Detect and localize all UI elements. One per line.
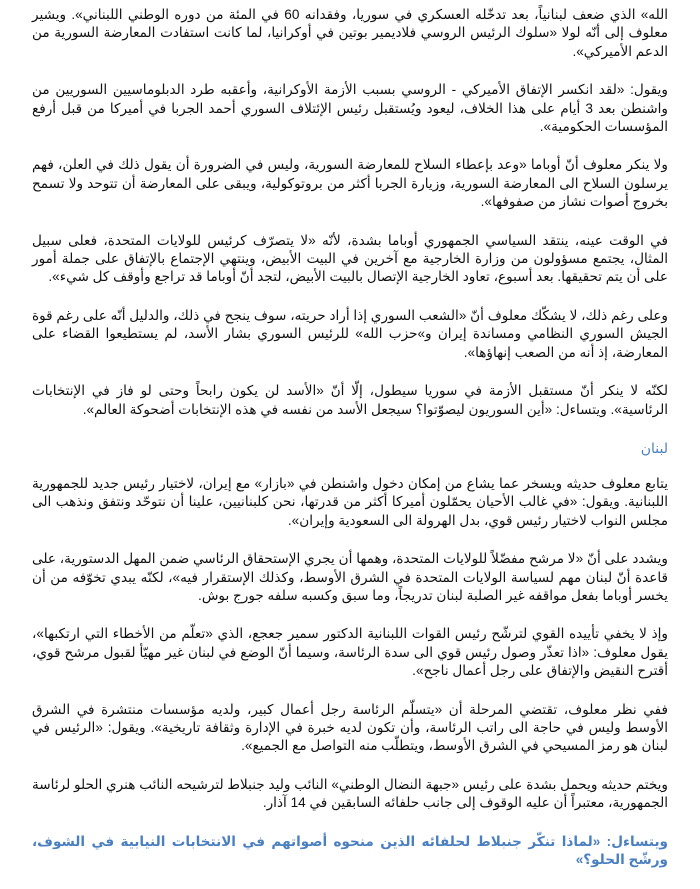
paragraph: ويختم حديثه ويحمل بشدة على رئيس «جبهة النضال الوطني» النائب وليد جنبلاط لترشيحه النائب هنري الحلو لرئاسة الجمهورية، معتبراً أن عليه الوقوف إلى جانب حلفائه السابقين في 14 آذار. bbox=[32, 776, 668, 811]
paragraph: ويشدد على أنّ «لا مرشح مفضّلاً للولايات المتحدة، وهمها أن يجري الإستحقاق الرئاسي ضمن المهل الدستورية، على قاعدة أنّ لبنان مهم لسياسة الولايات المتحدة في الشرق الأوسط، وكذلك الإستقرار فيه»، لكنّه يبدي تخوّفه من أن يخسر أوباما بفعل مواقفه غير الصلبة لبنان تدريجاً، وما سبق وكسبه سلفه جورج بوش. bbox=[32, 551, 668, 603]
closing-highlight-quote: ويتساءل: «لماذا تنكّر جنبلاط لحلفائه الذين منحوه أصواتهم في الانتخابات النيابية في الشوف، ورشّح الحلو؟» bbox=[32, 833, 668, 867]
paragraph: وإذ لا يخفي تأييده القوي لترشّح رئيس القوات اللبنانية الدكتور سمير جعجع، الذي «تعلّم من الأخطاء التي ارتكبها»، يقول معلوف: «اذا تعذّر وصول رئيس قوي الى سدة الرئاسة، وسيما أنّ الوضع في لبنان غير مهيّأ لقبول مرشح قوي، أقترح النقيض والإتفاق على رجل أعمال ناجح». bbox=[32, 626, 668, 679]
paragraph: الله» الذي ضعف لبنانياً، بعد تدخّله العسكري في سوريا، وفقدانه 60 في المئة من دوره الوطني اللبناني». ويشير معلوف إلى أنّه لولا «سلوك الرئيس الروسي فلاديمير بوتين في أوكرانيا، لما كانت استفادت المعارضة السورية من الدعم الأميركي». bbox=[32, 7, 669, 59]
paragraph: في الوقت عينه، ينتقد السياسي الجمهوري أوباما بشدة، لأنّه «لا يتصرّف كرئيس للولايات المتحدة، فعلى سبيل المثال، يجتمع مسؤولون من وزارة الخارجية مع آخرين في البيت الأبيض، وينتهي الإجتماع بالإتفاق على جملة أمور على أن يتم تحقيقها. بعد أسبوع، تعاود الخارجية الإتصال بالبيت الأبيض، لتجد أنّ أوباما قد تراجع وأوقف كل شيء». bbox=[32, 232, 668, 285]
paragraph: لكنّه لا ينكر أنّ مستقبل الأزمة في سوريا سيطول، إلّا أنّ «الأسد لن يكون رابحاً وحتى لو فاز في الإنتخابات الرئاسية». ويتساءل: «أين السوريون ليصوّتوا؟ سيجعل الأسد من نفسه في هذه الإنتخابات أضحوكة العالم». bbox=[32, 383, 668, 417]
paragraph: ويقول: «لقد انكسر الإتفاق الأميركي - الروسي بسبب الأزمة الأوكرانية، وأعقبه طرد الدبلوماسيين السوريين من واشنطن بعد 3 أيام على هذا الخلاف، ليعود ويُستقبل رئيس الإئتلاف السوري أحمد الجربا في أميركا من قبل أرفع المؤسسات الحكومية». bbox=[32, 82, 668, 135]
paragraph: ففي نظر معلوف، تقتضي المرحلة أن «يتسلّم الرئاسة رجل أعمال كبير، ولديه مؤسسات منتشرة في الشرق الأوسط وليس في حاجة الى راتب الرئاسة، وأن تكون لديه خبرة في الإدارة وثقافة تاريخية». ويقول: «الرئيس في لبنان هو رمز المسيحي في الشرق الأوسط، ويتطلّب منه التواصل مع الجميع». bbox=[32, 701, 668, 754]
article-body bbox=[32, 6, 668, 889]
paragraph: ولا ينكر معلوف أنّ أوباما «وعد بإعطاء السلاح للمعارضة السورية، وليس في الضرورة أن يقول ذلك في العلن، فهم يرسلون السلاح الى المعارضة السورية، وزيارة الجربا أكثر من بروتوكولية، ويبقى على المعارضة أن تتوحد ولا تسمح بخروج أصوات نشاز من صفوفها». bbox=[32, 157, 668, 210]
paragraph: يتابع معلوف حديثه ويسخر عما يشاع من إمكان دخول واشنطن في «بازار» مع إيران، لاختيار رئيس جديد للجمهورية اللبنانية. ويقول: «في غالب الأحيان يحمّلون أميركا أكثر من قدرتها، نحن كلبنانيين، علينا أن نتوحّد ونتفق ونذهب الى مجلس النواب لاختيار رئيس قوي، بدل الهرولة الى السعودية وإيران». bbox=[32, 475, 668, 528]
section-heading-lebanon: لبنان bbox=[640, 439, 668, 456]
paragraph: وعلى رغم ذلك، لا يشكّك معلوف أنّ «الشعب السوري إذا أراد حريته، سوف ينجح في ذلك، والدليل أنّه على رغم قوة الجيش السوري النظامي ومساندة إيران و»حزب الله» للرئيس السوري بشار الأسد، لم يستطيعوا القضاء على المعارضة، إذ أنه من الصعب إنهاؤها». bbox=[32, 307, 668, 360]
